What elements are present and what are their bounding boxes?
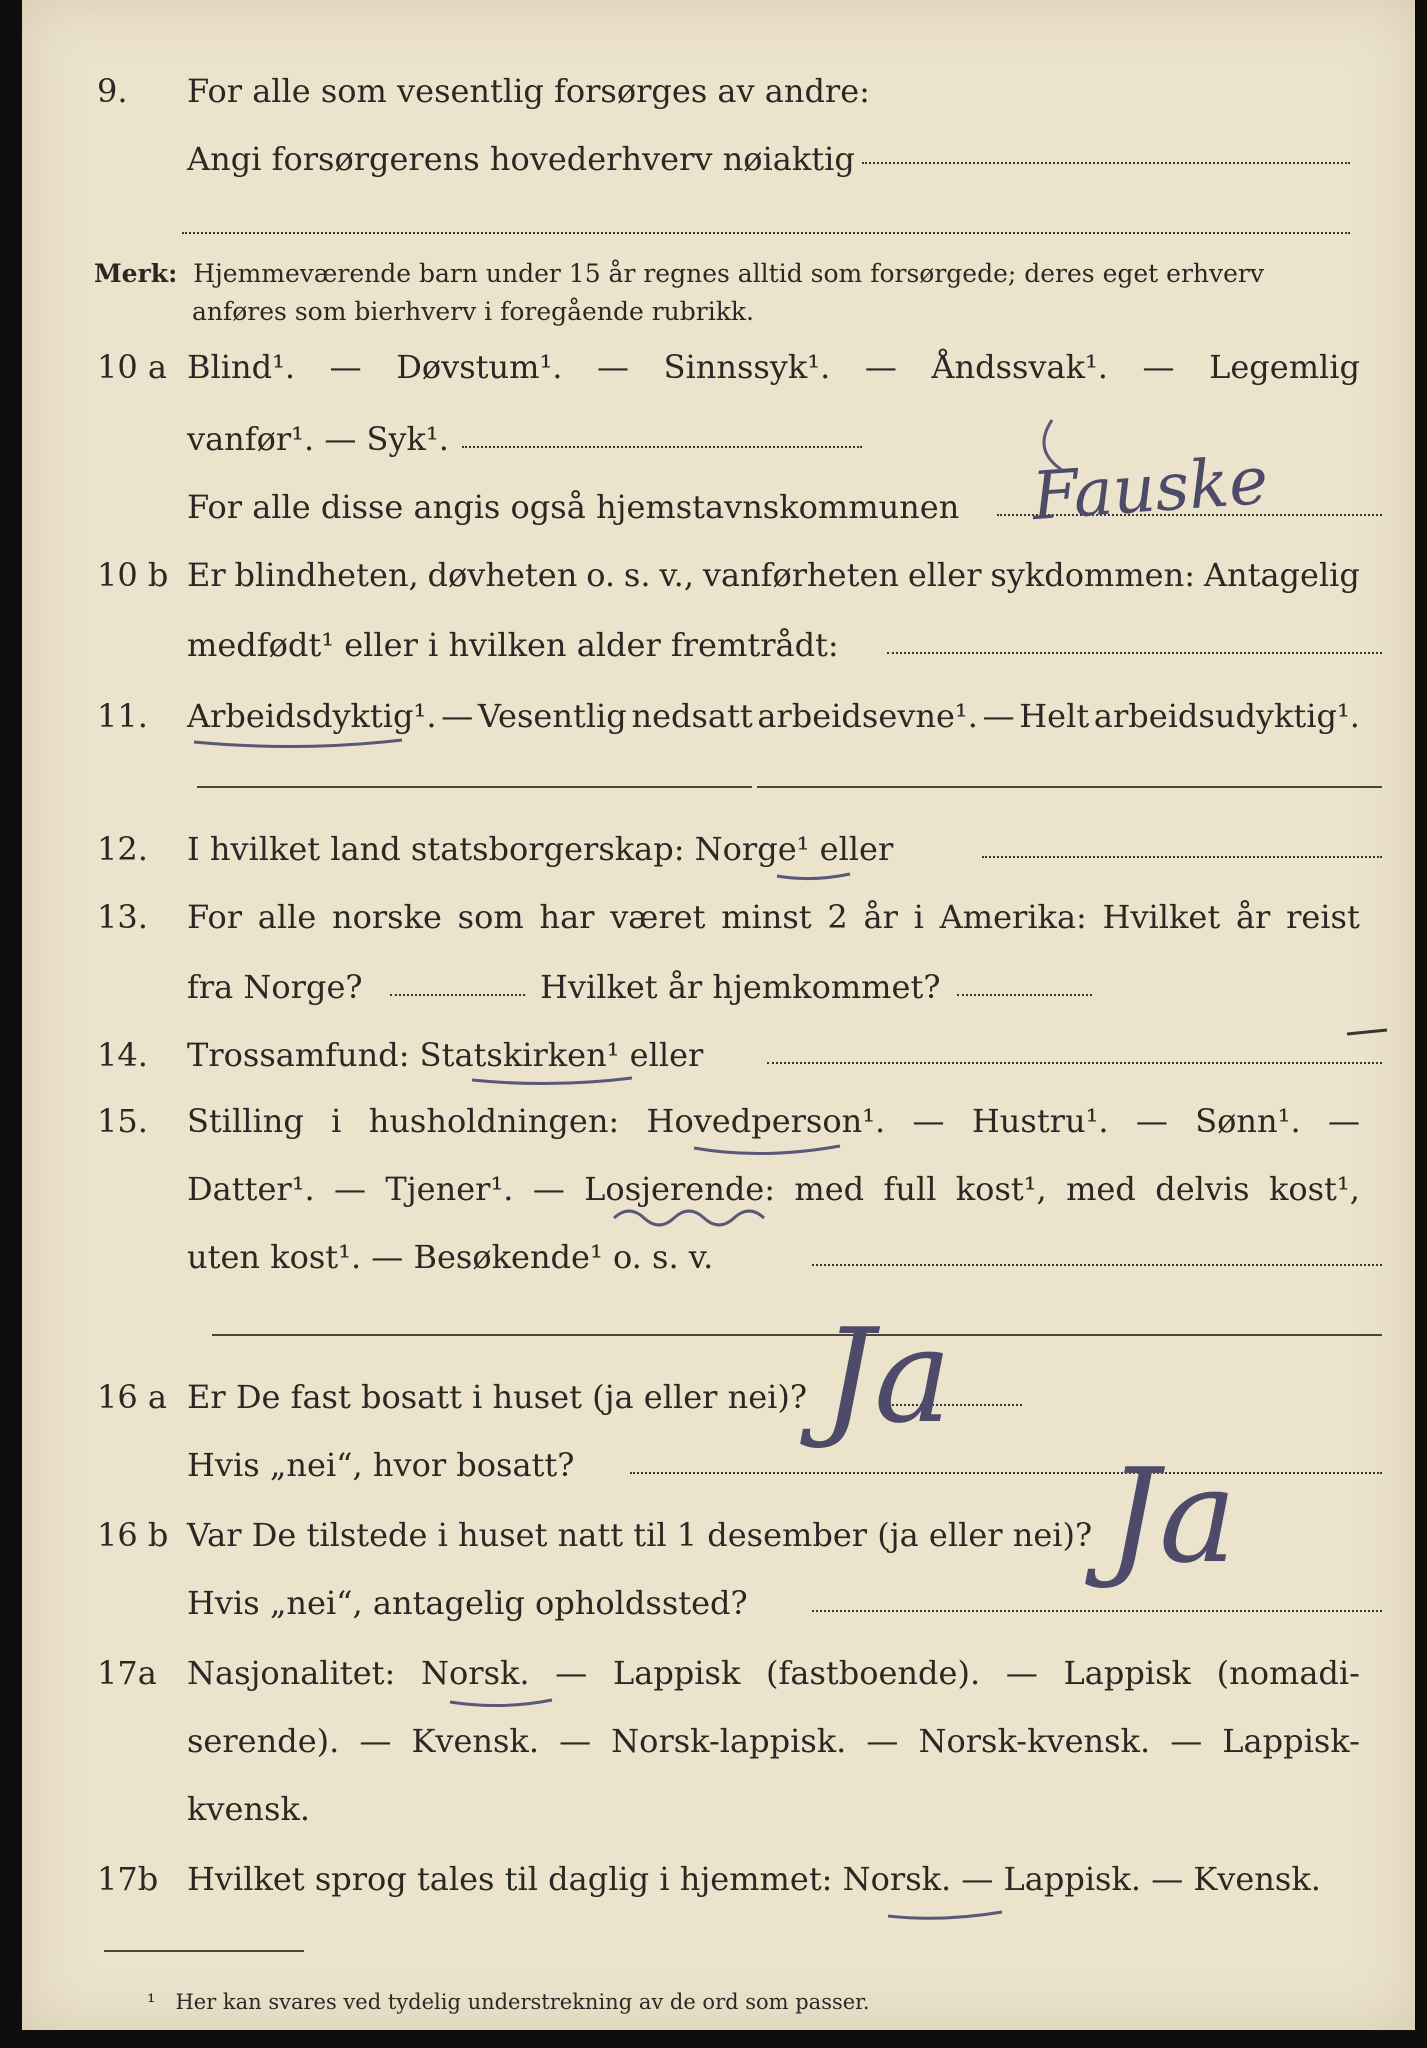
q15-w1-word: — [1327, 1102, 1360, 1140]
q15-w2-word: Tjener¹. [385, 1170, 514, 1208]
q10b-w1-word: Er [187, 556, 226, 594]
q15-w1-word: Hustru¹. [971, 1102, 1109, 1140]
underline-arbeidsdyktig [194, 740, 402, 747]
q15-w2-word: full [883, 1170, 937, 1208]
q13-w1-word: 2 [827, 898, 848, 936]
q13-reist-label: fra Norge? [187, 968, 363, 1006]
q17a-number: 17a [97, 1654, 157, 1692]
q15-w2-word: med [794, 1170, 865, 1208]
q16a-question: Er De fast bosatt i huset (ja eller nei)? [187, 1378, 808, 1416]
q13-w1-word: norske [332, 898, 442, 936]
q15-w2-word: Losjerende: [584, 1170, 776, 1208]
q10b-w1-word: o. [586, 556, 616, 594]
q11-w1-word: nedsatt [631, 697, 753, 735]
q13-number: 13. [97, 898, 148, 936]
q17a-w1-word: (fastboende). [766, 1654, 981, 1692]
q10b-w1-word: blindheten, [234, 556, 419, 594]
q11-w1-word: Arbeidsdyktig¹. [187, 697, 437, 735]
q16a-question-2: Hvis „nei“, hvor bosatt? [187, 1446, 575, 1484]
q13-w1-word: som [457, 898, 524, 936]
q17a-w2-word: Kvensk. [411, 1722, 539, 1760]
q17a-w2-word: — [866, 1722, 899, 1760]
q17a-w1-word: Nasjonalitet: [187, 1654, 396, 1692]
q17a-w1-word: Norsk. [421, 1654, 530, 1692]
q15-w1-word: husholdningen: [368, 1102, 620, 1140]
q10a-options-2: vanfør¹. — Syk¹. [187, 420, 449, 458]
q17b-options: Hvilket sprog tales til daglig i hjemmet: Norsk. — Lappisk. — Kvensk. [187, 1860, 1321, 1898]
handwritten-answer-hjemstavn: Fauske [1029, 441, 1271, 536]
q10a-w1-word: — [1142, 348, 1175, 386]
stroke-q14-margin [1347, 1030, 1387, 1034]
q10a-number: 10 a [97, 348, 167, 386]
q14-number: 14. [97, 1036, 148, 1074]
q14-question: Trossamfund: Statskirken¹ eller [187, 1036, 704, 1074]
q16b-question: Var De tilstede i huset natt til 1 desember (ja eller nei)? [187, 1516, 1093, 1554]
q17a-w1-word: Lappisk [612, 1654, 741, 1692]
q17a-w2-word: — [1170, 1722, 1203, 1760]
q17a-w1-word: — [1005, 1654, 1038, 1692]
q10b-w1-word: v., [659, 556, 694, 594]
q15-number: 15. [97, 1102, 148, 1140]
stroke-q10a-f [1044, 420, 1062, 470]
q10b-w1-word: eller [907, 556, 982, 594]
q17b-number: 17b [97, 1860, 159, 1898]
underline-norsk-17b [888, 1912, 1002, 1918]
q10a-w1-word: Døvstum¹. [396, 348, 563, 386]
handwritten-answer-tilstede: Ja [1107, 1440, 1237, 1592]
q17a-w1-word: Lappisk [1063, 1654, 1191, 1692]
q11-number: 11. [97, 697, 148, 735]
q15-w2-word: — [334, 1170, 367, 1208]
q10b-w1-word: s. [623, 556, 651, 594]
q11-w1-word: — [441, 697, 474, 735]
handwritten-answer-bosatt: Ja [822, 1300, 952, 1452]
q10b-w1-word: sykdommen: [990, 556, 1195, 594]
underline-norge [777, 874, 850, 879]
q13-w1-word: år [1235, 898, 1271, 936]
q15-w1-word: i [331, 1102, 342, 1140]
q15-w2-word: Datter¹. [187, 1170, 315, 1208]
q11-w1-word: — [982, 697, 1015, 735]
q10a-w1-word: — [864, 348, 897, 386]
q10a-w1-word: Åndssvak¹. [931, 348, 1108, 386]
q17a-w1-word: — [555, 1654, 588, 1692]
q16b-question-2: Hvis „nei“, antagelig opholdssted? [187, 1584, 748, 1622]
q16b-number: 16 b [97, 1516, 169, 1554]
q15-w2-word: kost¹, [1268, 1170, 1360, 1208]
q10b-w1-word: døvheten [427, 556, 578, 594]
q15-w2-word: delvis [1155, 1170, 1250, 1208]
q11-w1-word: Helt [1019, 697, 1090, 735]
q9-number: 9. [97, 72, 128, 110]
census-form-page [22, 0, 1415, 2030]
q17a-w2-word: Norsk-kvensk. [918, 1722, 1151, 1760]
q13-hjemkommet-label: Hvilket år hjemkommet? [540, 968, 941, 1006]
q15-w1-word: Hovedperson¹. [646, 1102, 886, 1140]
scribble-losjerende [614, 1211, 764, 1225]
q11-w1-word: arbeidsevne¹. [757, 697, 978, 735]
q17a-w2-word: Lappisk- [1222, 1722, 1360, 1760]
q10b-number: 10 b [97, 556, 169, 594]
q11-w1-word: arbeidsudyktig¹. [1093, 697, 1360, 735]
q13-w1-word: For [187, 898, 243, 936]
q13-w1-word: været [610, 898, 706, 936]
q13-w1-word: reist [1286, 898, 1360, 936]
q15-w2-word: kost¹, [955, 1170, 1047, 1208]
footnote-mark: ¹ [147, 1990, 156, 2014]
underline-statskirken [472, 1078, 632, 1084]
q17a-w2-word: Norsk-lappisk. [611, 1722, 847, 1760]
q15-w2-word: — [532, 1170, 565, 1208]
q13-w1-word: år [863, 898, 898, 936]
q13-w1-word: i [913, 898, 924, 936]
q12-question: I hvilket land statsborgerskap: Norge¹ eller [187, 830, 894, 868]
q15-w2-word: med [1066, 1170, 1136, 1208]
q10b-w1-word: vanførheten [702, 556, 899, 594]
q17a-w1-word: (nomadi- [1216, 1654, 1360, 1692]
underline-hovedperson [694, 1146, 840, 1154]
q10a-w1-word: — [597, 348, 629, 386]
q10a-w1-word: Blind¹. [187, 348, 296, 386]
q13-w1-word: Amerika: [939, 898, 1087, 936]
q13-w1-word: minst [721, 898, 812, 936]
q15-w1-word: Sønn¹. [1195, 1102, 1301, 1140]
q15-w1-word: — [1135, 1102, 1168, 1140]
q17a-w2-word: serende). [187, 1722, 340, 1760]
q9-question-2: Angi forsørgerens hovederhverv nøiaktig [187, 140, 855, 178]
merk-text-1: Hjemmeværende barn under 15 år regnes alltid som forsørgede; deres eget erhverv [193, 259, 1264, 288]
q13-w1-word: Hvilket [1102, 898, 1221, 936]
q10a-w1-word: Legemlig [1209, 348, 1360, 386]
q17a-w2-word: — [559, 1722, 592, 1760]
q15-w1-word: Stilling [187, 1102, 304, 1140]
q12-number: 12. [97, 830, 148, 868]
merk-label: Merk: [94, 259, 178, 288]
q11-w1-word: Vesentlig [477, 697, 627, 735]
underline-norsk-17a [450, 1700, 552, 1706]
q17a-w2-word: — [359, 1722, 392, 1760]
q13-w1-word: alle [257, 898, 317, 936]
q9-question: For alle som vesentlig forsørges av andre: [187, 72, 870, 110]
q10b-w1-word: Antagelig [1203, 556, 1360, 594]
q10b-question-2: medfødt¹ eller i hvilken alder fremtrådt: [187, 626, 839, 664]
q10a-w1-word: Sinnssyk¹. [663, 348, 831, 386]
q13-w1-word: har [539, 898, 595, 936]
q15-w1-word: — [912, 1102, 945, 1140]
q10a-hjemstavn-question: For alle disse angis også hjemstavnskommunen [187, 488, 960, 526]
merk-text-2: anføres som bierhverv i foregående rubrikk. [192, 297, 754, 326]
pen-marks [22, 0, 1415, 2030]
q17a-options-3: kvensk. [187, 1790, 310, 1828]
q16a-number: 16 a [97, 1378, 167, 1416]
q15-options-3: uten kost¹. — Besøkende¹ o. s. v. [187, 1238, 714, 1276]
q10a-w1-word: — [329, 348, 362, 386]
footnote-text: Her kan svares ved tydelig understrekning av de ord som passer. [175, 1990, 870, 2014]
